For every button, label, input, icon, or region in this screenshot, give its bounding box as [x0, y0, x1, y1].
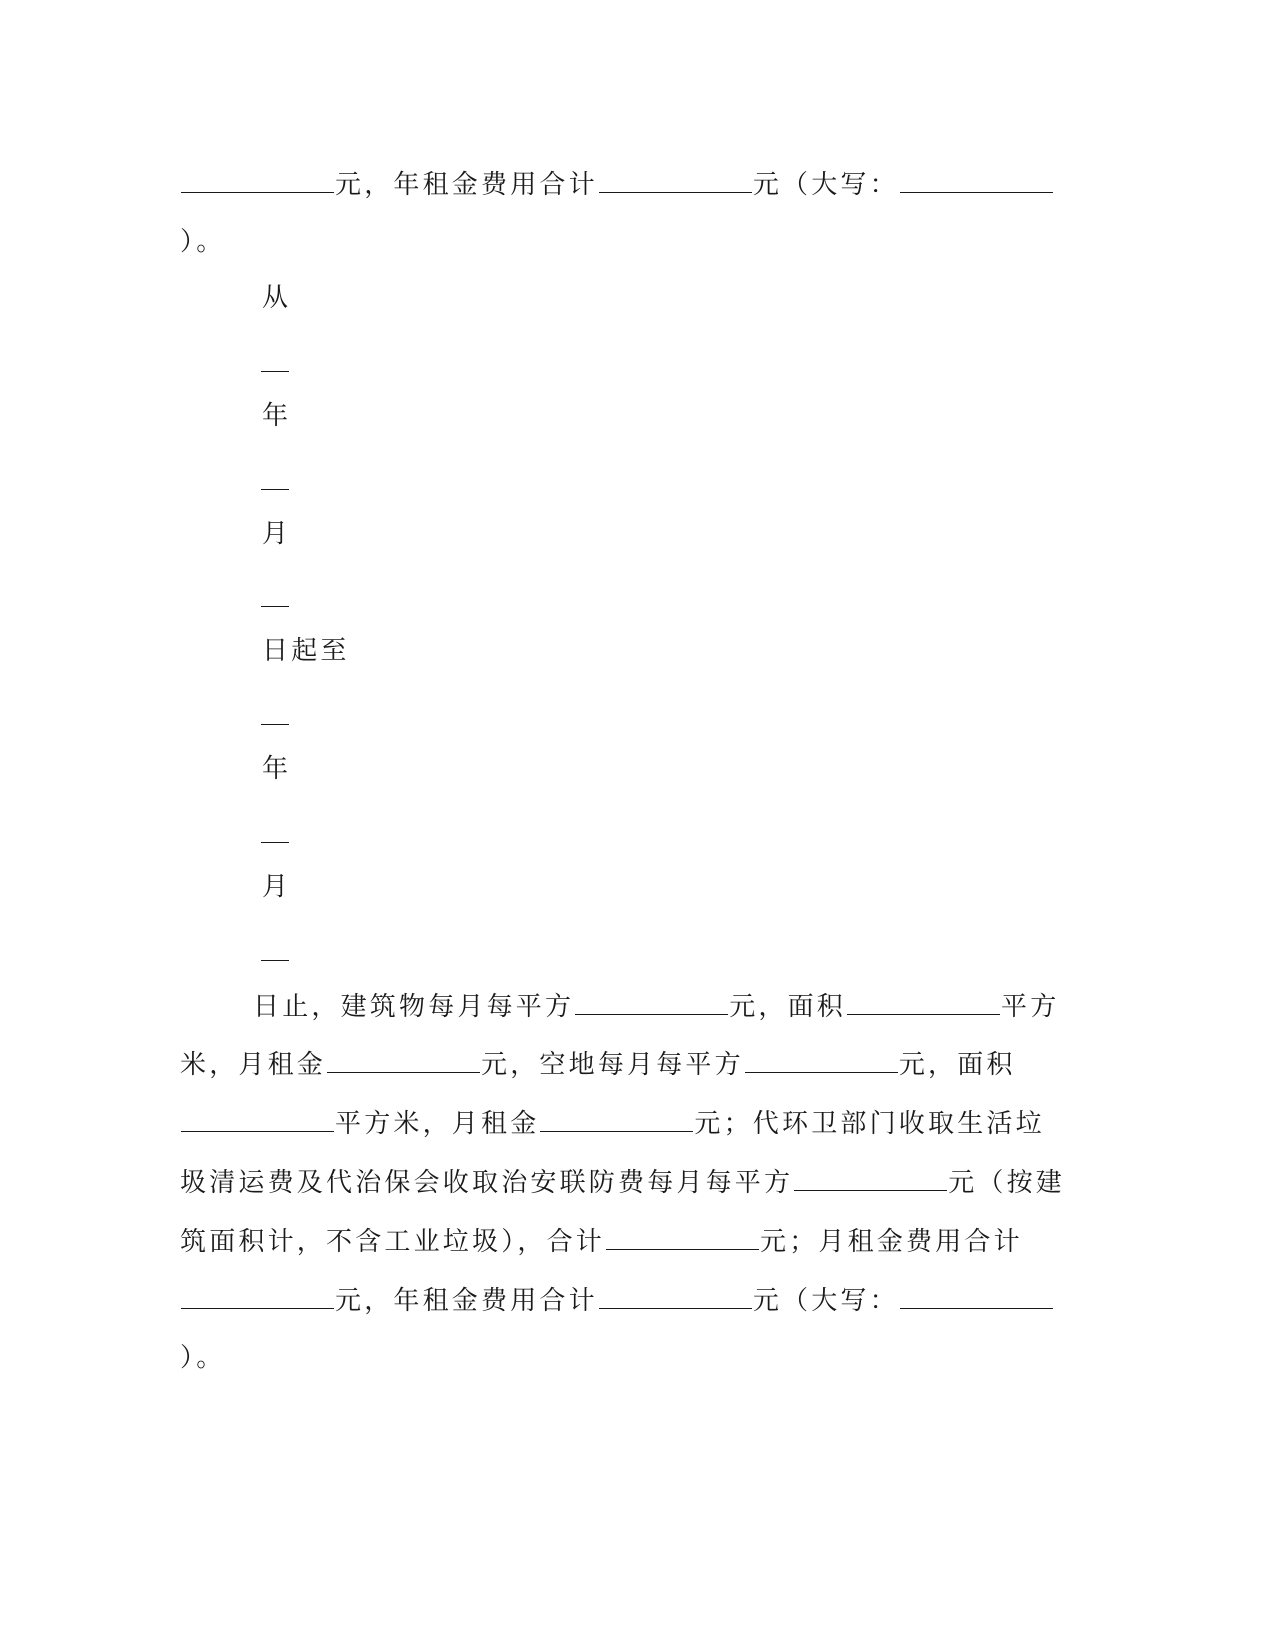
text-segment: 平方米，月租金 [335, 1109, 540, 1139]
text-segment: 元，面积 [729, 992, 847, 1022]
text-segment: 米，月租金 [180, 1050, 327, 1080]
date-blank-year-start[interactable] [261, 371, 289, 372]
blank-field[interactable] [599, 166, 752, 193]
text-segment: 元，面积 [898, 1050, 1016, 1080]
date-blank-day-start[interactable] [261, 606, 289, 607]
paragraph-line [180, 1164, 1065, 1200]
paragraph-line [180, 1105, 1045, 1141]
text-segment: ）。 [180, 1343, 226, 1373]
date-blank-day-end[interactable] [261, 960, 289, 961]
blank-field[interactable] [900, 166, 1053, 193]
text-segment: 元，年租金费用合计 [335, 170, 598, 200]
blank-field[interactable] [181, 1282, 334, 1309]
date-blank-month-start[interactable] [261, 489, 289, 490]
date-word-month: 月 [262, 872, 292, 902]
blank-field[interactable] [327, 1046, 480, 1073]
date-word-month: 月 [262, 519, 292, 549]
text-segment: 元（大写： [752, 170, 899, 200]
date-blank-year-end[interactable] [261, 724, 289, 725]
text-segment: 元（按建 [948, 1168, 1066, 1198]
text-segment: 圾清运费及代治保会收取治安联防费每月每平方 [180, 1168, 794, 1198]
paragraph-line [180, 1282, 1054, 1318]
text-segment: 平方 [1001, 992, 1060, 1022]
paragraph-line [180, 1046, 1016, 1082]
paragraph-closing-line [180, 1341, 225, 1375]
blank-field[interactable] [575, 988, 728, 1015]
paragraph-line [253, 988, 1059, 1024]
blank-field[interactable] [599, 1282, 752, 1309]
text-segment: 筑面积计，不含工业垃圾），合计 [180, 1227, 606, 1257]
blank-field[interactable] [847, 988, 1000, 1015]
blank-field[interactable] [794, 1164, 947, 1191]
date-blank-month-end[interactable] [261, 842, 289, 843]
date-word-year: 年 [262, 401, 292, 431]
blank-field[interactable] [181, 1105, 334, 1132]
blank-field[interactable] [540, 1105, 693, 1132]
top-closing-line [180, 225, 225, 259]
blank-field[interactable] [900, 1282, 1053, 1309]
date-word-day-until: 日起至 [262, 636, 350, 666]
blank-field[interactable] [745, 1046, 898, 1073]
text-segment: 元；代环卫部门收取生活垃 [694, 1109, 1045, 1139]
text-segment: 元，年租金费用合计 [335, 1286, 598, 1316]
blank-field[interactable] [181, 166, 334, 193]
text-segment: 元（大写： [752, 1286, 899, 1316]
text-segment: 元，空地每月每平方 [481, 1050, 744, 1080]
paragraph-line [180, 1223, 1023, 1259]
date-word-from: 从 [262, 283, 292, 313]
text-segment: 日止，建筑物每月每平方 [253, 992, 575, 1022]
date-word-year: 年 [262, 754, 292, 784]
top-rent-line [180, 166, 1054, 202]
text-segment: ）。 [180, 227, 226, 257]
blank-field[interactable] [606, 1223, 759, 1250]
text-segment: 元；月租金费用合计 [760, 1227, 1023, 1257]
